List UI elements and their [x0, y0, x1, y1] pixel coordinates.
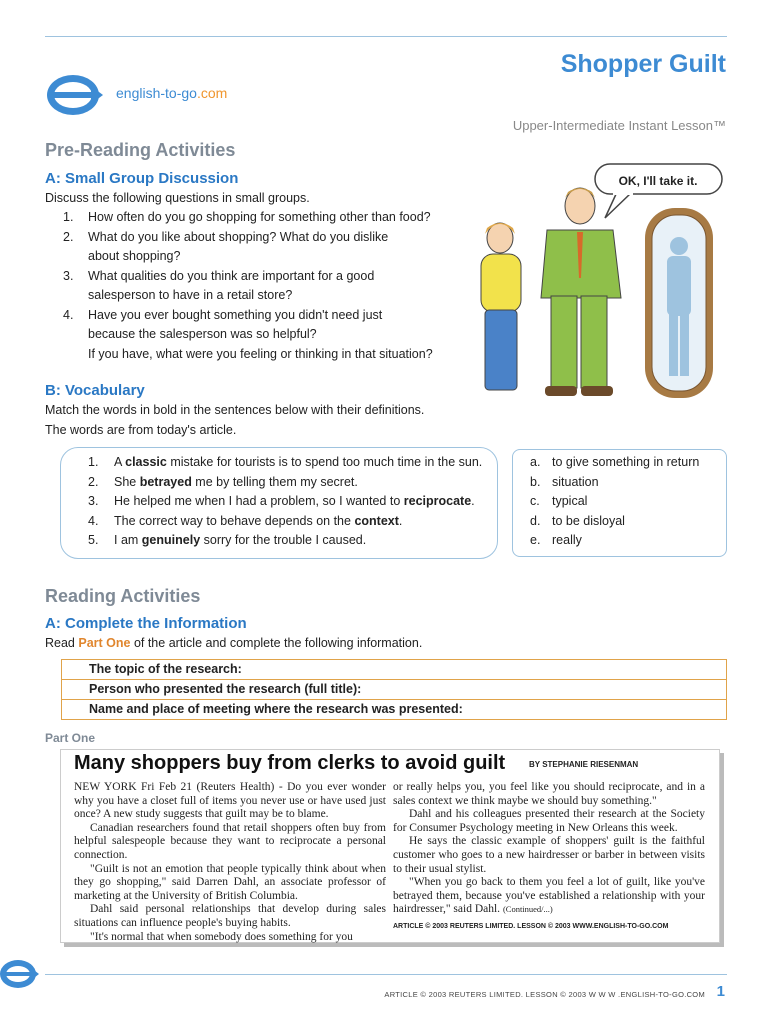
article-continued: (Continued/...)	[502, 904, 553, 915]
intro-before: Read	[45, 636, 79, 650]
intro-part-one: Part One	[78, 636, 131, 650]
speech-text: OK, I'll take it.	[618, 174, 698, 188]
question-line: What qualities do you think are important for a good	[88, 268, 375, 283]
question-line: salesperson to have in a retail store?	[88, 288, 293, 302]
article-paragraph: "When you go back to them you feel a lot of guilt, like you've betrayed them, because you've established a relationship with your hairdresser," said Dahl. (Continued/...)	[393, 876, 705, 916]
vocabulary-word: betrayed	[139, 474, 192, 489]
footer-rule	[45, 974, 727, 975]
vocabulary-word: genuinely	[141, 533, 201, 547]
vocabulary-heading: B: Vocabulary	[45, 382, 145, 399]
article-left-column	[74, 781, 386, 944]
sentence-text: .	[398, 513, 403, 528]
sentence-text: He helped me when I had a problem, so I wanted to	[114, 494, 404, 508]
page-number: 1	[716, 983, 725, 1000]
discussion-questions	[45, 208, 465, 364]
vocabulary-sentence	[70, 473, 482, 493]
discussion-intro: Discuss the following questions in small groups.	[45, 191, 310, 205]
small-group-heading: A: Small Group Discussion	[45, 170, 239, 187]
information-row: The topic of the research:	[62, 660, 726, 680]
vocabulary-sentence	[70, 512, 482, 532]
question-line: How often do you go shopping for something other than food?	[88, 210, 431, 224]
sentence-text: I am	[114, 533, 142, 547]
sentence-text: me by telling them my secret.	[191, 474, 358, 489]
question-line: Have you ever bought something you didn't need just	[88, 307, 383, 322]
shopper-figure	[541, 188, 621, 396]
complete-info-heading: A: Complete the Information	[45, 615, 247, 632]
shopping-illustration	[455, 148, 727, 400]
speech-bubble	[595, 164, 722, 218]
article-right-column	[393, 781, 705, 934]
question-number: 4.	[63, 307, 74, 322]
definition-text: to give something in return	[552, 455, 700, 469]
page-title: Shopper Guilt	[560, 50, 726, 78]
definition-text: situation	[552, 474, 599, 489]
definition-item	[530, 531, 699, 551]
saleswoman-figure	[481, 223, 521, 390]
lesson-level: Upper-Intermediate Instant Lesson™	[512, 118, 726, 133]
vocabulary-intro-1: Match the words in bold in the sentences below with their definitions.	[45, 403, 425, 417]
information-row: Name and place of meeting where the research was presented:	[89, 702, 463, 716]
vocabulary-sentence	[70, 453, 482, 473]
sentence-number: 4.	[88, 513, 99, 528]
mirror	[645, 208, 713, 398]
article-paragraph: or really helps you, you feel like you should reciprocate, and in a sales context we think maybe we should buy something."	[393, 781, 705, 807]
article-paragraph: NEW YORK Fri Feb 21 (Reuters Health) - Do you ever wonder why you have a closet full of items you never use or have used just once? A new study suggests that guilt may be to blame.	[74, 781, 386, 821]
sentence-number: 3.	[88, 494, 99, 508]
question-line: because the salesperson was so helpful?	[88, 327, 317, 341]
article-paragraph: Dahl said personal relationships that develop during sales situations can influence people's buying habits.	[74, 903, 386, 929]
vocabulary-intro-2: The words are from today's article.	[45, 423, 237, 437]
definition-item	[530, 512, 699, 532]
question-item	[45, 267, 465, 306]
article-paragraph: Dahl and his colleagues presented their research at the Society for Consumer Psychology meeting in New Orleans this week.	[393, 808, 705, 834]
brand-suffix: .com	[196, 85, 228, 101]
vocabulary-sentence	[70, 492, 482, 512]
footer-logo-icon	[0, 957, 40, 991]
definition-letter: b.	[530, 474, 541, 489]
definitions-list	[530, 453, 699, 551]
definition-text: typical	[552, 494, 588, 508]
vocabulary-word: classic	[125, 455, 167, 469]
pre-reading-heading: Pre-Reading Activities	[45, 140, 236, 160]
definition-letter: c.	[530, 494, 540, 508]
information-table	[61, 659, 727, 720]
definition-letter: d.	[530, 513, 541, 528]
sentence-text: sorry for the trouble I caused.	[200, 533, 367, 547]
vocabulary-sentence	[70, 531, 482, 551]
definition-letter: a.	[530, 455, 541, 469]
definition-text: to be disloyal	[552, 513, 625, 528]
article-headline: Many shoppers buy from clerks to avoid guilt	[74, 752, 506, 774]
information-row: Person who presented the research (full title):	[62, 680, 726, 700]
vocabulary-sentences	[70, 453, 482, 551]
article-paragraph: "It's normal that when somebody does something for you	[90, 930, 353, 943]
english-to-go-logo-icon	[45, 72, 105, 118]
question-number: 2.	[63, 229, 74, 244]
article-byline: BY STEPHANIE RIESENMAN	[529, 760, 639, 769]
sentence-text: A	[114, 455, 126, 469]
question-item	[45, 306, 465, 365]
sentence-number: 5.	[88, 533, 99, 547]
sentence-text: mistake for tourists is to spend too much time in the sun.	[166, 455, 483, 469]
definition-text: really	[552, 533, 582, 547]
sentence-number: 2.	[88, 474, 99, 489]
question-item	[45, 228, 465, 267]
article-paragraph: He says the classic example of shoppers' guilt is the faithful customer who goes to a new hairdresser or barber in between visits to their usual stylist.	[393, 835, 705, 875]
reading-heading: Reading Activities	[45, 586, 201, 606]
sentence-text: She	[114, 474, 140, 489]
definition-item	[530, 473, 699, 493]
brand-name[interactable]	[116, 85, 227, 101]
part-one-label: Part One	[45, 731, 96, 745]
vocabulary-word: reciprocate	[403, 494, 472, 508]
definition-letter: e.	[530, 533, 541, 547]
question-number: 1.	[63, 210, 74, 224]
definition-item	[530, 453, 699, 473]
question-item	[45, 208, 465, 228]
intro-after: of the article and complete the following information.	[130, 636, 423, 650]
question-line: about shopping?	[88, 249, 181, 263]
question-line: If you have, what were you feeling or thinking in that situation?	[88, 346, 433, 361]
brand-main: english-to-go	[116, 85, 197, 101]
vocabulary-word: context	[354, 513, 399, 528]
header-rule	[45, 36, 727, 37]
article-paragraph: "Guilt is not an emotion that people typically think about when they go shopping," said Darren Dahl, an associate professor of marketing at the University of British Columbia.	[74, 862, 386, 902]
complete-info-intro	[45, 634, 422, 654]
footer-copyright: ARTICLE © 2003 REUTERS LIMITED. LESSON © 2003 W W W .ENGLISH-TO-GO.COM	[384, 990, 705, 999]
sentence-text: The correct way to behave depends on the	[114, 513, 355, 528]
sentence-number: 1.	[88, 455, 99, 469]
article-copyright: ARTICLE © 2003 REUTERS LIMITED. LESSON © 2003 WWW.ENGLISH-TO-GO.COM	[393, 922, 669, 930]
question-line: What do you like about shopping? What do you dislike	[88, 229, 389, 244]
sentence-text: .	[471, 494, 475, 508]
question-number: 3.	[63, 268, 74, 283]
article-paragraph: Canadian researchers found that retail shoppers often buy from helpful salespeople because they want to reciprocate a personal connection.	[74, 821, 386, 861]
definition-item	[530, 492, 699, 512]
